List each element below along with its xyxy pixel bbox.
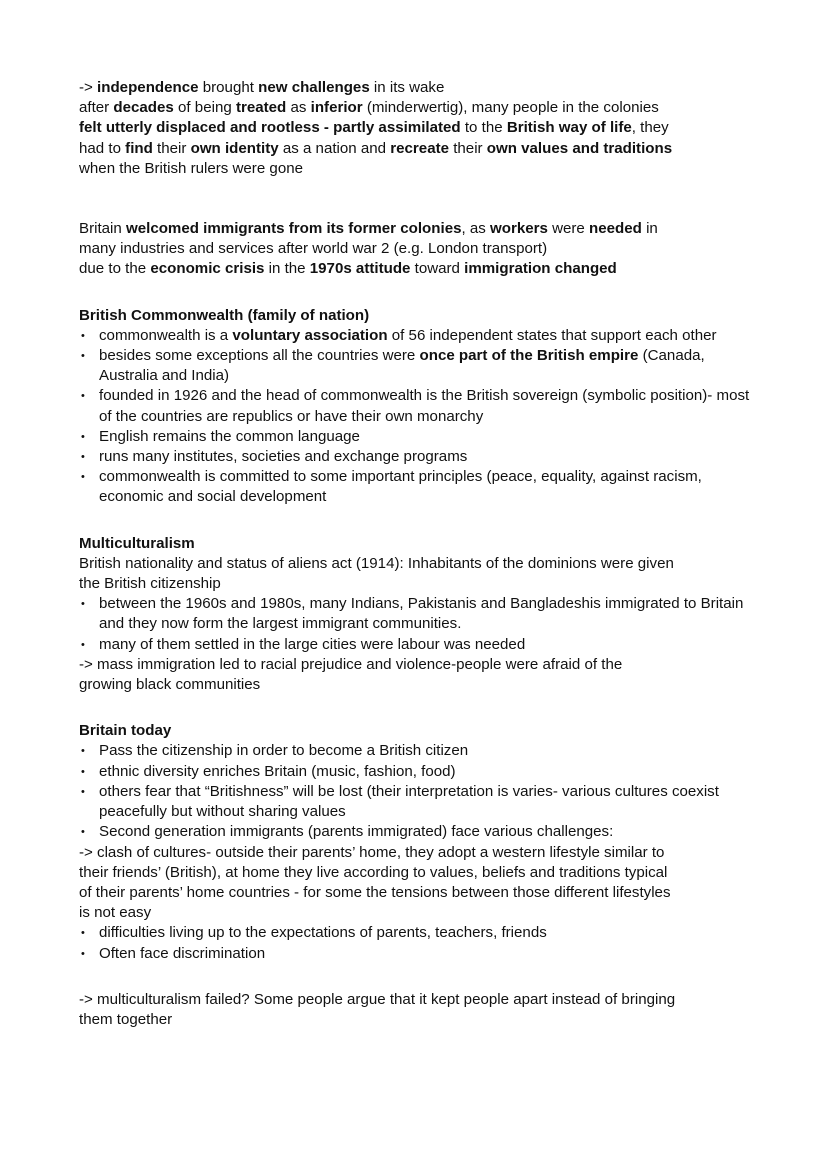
body-text: , they (631, 119, 669, 137)
emphasis-text: Britain today (79, 722, 172, 740)
body-text: many industries and services after world war 2 (e.g. London transport) (79, 240, 548, 258)
bullet-item (79, 386, 751, 426)
emphasis-text: own identity (190, 139, 279, 157)
emphasis-text: needed (589, 220, 642, 238)
body-text: growing black communities (79, 676, 261, 694)
section-heading (79, 721, 751, 741)
spacer (79, 179, 751, 219)
emphasis-text: decades (113, 99, 174, 117)
paragraph-line (79, 118, 751, 138)
body-text: Second generation immigrants (parents immigrated) face various challenges: (99, 823, 614, 841)
section-britain-today (79, 721, 751, 963)
spacer (79, 280, 751, 306)
body-text: as a nation and (278, 139, 391, 157)
intro-paragraph (79, 554, 751, 594)
body-text: were (547, 220, 590, 238)
outro-paragraph (79, 655, 751, 695)
emphasis-text: treated (235, 99, 287, 117)
paragraph-line (79, 239, 751, 259)
body-text: in the (264, 260, 310, 278)
emphasis-text: immigration changed (464, 260, 617, 278)
bullet-item (79, 635, 751, 655)
notes-content (79, 78, 751, 1030)
body-text: toward (410, 260, 465, 278)
body-text: commonwealth is committed to some important principles (peace, equality, against racism, economic and social development (99, 468, 702, 506)
bullet-item (79, 741, 751, 761)
body-text: to the (460, 119, 507, 137)
body-text: ethnic diversity enriches Britain (music, fashion, food) (99, 762, 456, 780)
paragraph-line (79, 78, 751, 98)
intro-line (79, 574, 751, 594)
body-text: -> (79, 79, 98, 96)
body-text: Often face discrimination (99, 944, 266, 962)
body-text: , as (461, 220, 491, 238)
body-text: their (152, 139, 191, 157)
body-text: -> clash of cultures- outside their parents’ home, they adopt a western lifestyle similar to (79, 843, 665, 861)
body-text: their friends’ (British), at home they live according to values, beliefs and traditions typical (79, 863, 668, 881)
paragraph-line (79, 259, 751, 279)
bullet-item (79, 346, 751, 386)
emphasis-text: British way of life (506, 119, 632, 137)
paragraph (79, 219, 751, 280)
emphasis-text: recreate (390, 139, 450, 157)
paragraph-line (79, 139, 751, 159)
section-heading (79, 534, 751, 554)
body-text: -> multiculturalism failed? Some people argue that it kept people apart instead of bringing (79, 990, 676, 1008)
paragraph-line (79, 219, 751, 239)
body-text: (Canada, Australia and India) (99, 347, 705, 385)
paragraph (79, 990, 751, 1030)
bullet-item (79, 326, 751, 346)
body-text: in (641, 220, 658, 238)
body-text: of being (173, 99, 236, 117)
body-text: after (79, 99, 114, 117)
paragraph-line (79, 159, 751, 179)
body-text: English remains the common language (99, 427, 360, 445)
section-british-commonwealth (79, 306, 751, 508)
bullet-list (79, 326, 751, 508)
emphasis-text: once part of the British empire (419, 347, 639, 365)
emphasis-text: British Commonwealth (79, 306, 244, 324)
spacer (79, 695, 751, 721)
body-text: Pass the citizenship in order to become a British citizen (99, 742, 469, 760)
spacer (79, 964, 751, 990)
body-text: Britain (79, 220, 126, 238)
emphasis-text: economic crisis (150, 260, 265, 278)
bullet-item (79, 427, 751, 447)
body-text: difficulties living up to the expectations of parents, teachers, friends (99, 924, 547, 942)
body-text: (minderwertig), many people in the colonies (362, 99, 659, 117)
body-text: their (449, 139, 487, 157)
body-text: due to the (79, 260, 151, 278)
emphasis-text: welcomed immigrants from its former colonies (125, 220, 462, 238)
outro-paragraph (79, 843, 751, 924)
bullet-item (79, 822, 751, 842)
paragraph-line (79, 1010, 751, 1030)
body-text: founded in 1926 and the head of commonwealth is the British sovereign (symbolic position)- most of the countries are republics or have their own monarchy (99, 387, 750, 425)
body-text: others fear that “Britishness” will be lost (their interpretation is varies- various cultures coexist peacefully but without sharing values (99, 782, 719, 821)
body-text: them together (79, 1010, 173, 1028)
emphasis-text: new challenges (258, 79, 370, 96)
section-independence (79, 78, 751, 179)
spacer (79, 508, 751, 534)
bullet-item (79, 594, 751, 634)
emphasis-text: workers (490, 220, 548, 238)
outro-line (79, 655, 751, 675)
emphasis-text: own values and traditions (486, 139, 673, 157)
emphasis-text: 1970s attitude (309, 260, 411, 278)
outro-line (79, 675, 751, 695)
body-text: runs many institutes, societies and exchange programs (99, 448, 468, 466)
section-multiculturalism (79, 534, 751, 696)
body-text: (family of nation) (243, 306, 370, 324)
body-text: is not easy (79, 904, 152, 922)
body-text: as (286, 99, 311, 117)
body-text: had to (79, 139, 126, 157)
body-text: between the 1960s and 1980s, many Indians, Pakistanis and Bangladeshis immigrated to Britain and they now form the largest immigrant communities. (99, 595, 744, 633)
bullet-item (79, 447, 751, 467)
body-text: -> mass immigration led to racial prejudice and violence-people were afraid of the (79, 655, 623, 673)
emphasis-text: voluntary association (232, 326, 388, 344)
section-heading (79, 306, 751, 326)
intro-line (79, 554, 751, 574)
section-immigration-welcome (79, 219, 751, 280)
bullet-list (79, 594, 751, 655)
bullet-item (79, 762, 751, 782)
emphasis-text: Multiculturalism (79, 534, 195, 552)
body-text: brought (198, 79, 259, 96)
bullet-list (79, 923, 751, 963)
body-text: the British citizenship (79, 575, 221, 593)
emphasis-text: inferior (310, 99, 363, 117)
body-text: commonwealth is a (99, 326, 233, 344)
emphasis-text: felt utterly displaced and rootless - partly assimilated (79, 119, 461, 137)
document-body (79, 78, 751, 1030)
paragraph-line (79, 990, 751, 1010)
outro-line (79, 883, 751, 903)
bullet-item (79, 467, 751, 507)
body-text: many of them settled in the large cities were labour was needed (99, 635, 526, 653)
bullet-item (79, 923, 751, 943)
body-text: British nationality and status of aliens act (1914): Inhabitants of the dominions were given (79, 554, 674, 572)
emphasis-text: independence (97, 79, 199, 96)
paragraph-line (79, 98, 751, 118)
outro-line (79, 903, 751, 923)
body-text: when the British rulers were gone (79, 159, 304, 177)
body-text: of 56 independent states that support each other (387, 326, 717, 344)
body-text: besides some exceptions all the countries were (99, 347, 420, 365)
bullet-item (79, 782, 751, 822)
emphasis-text: find (125, 139, 153, 157)
body-text: in its wake (369, 79, 445, 96)
bullet-list (79, 741, 751, 842)
body-text: of their parents’ home countries - for some the tensions between those different lifestyles (79, 883, 671, 901)
bullet-item (79, 944, 751, 964)
section-conclusion (79, 990, 751, 1030)
outro-line (79, 843, 751, 863)
paragraph (79, 78, 751, 179)
outro-line (79, 863, 751, 883)
